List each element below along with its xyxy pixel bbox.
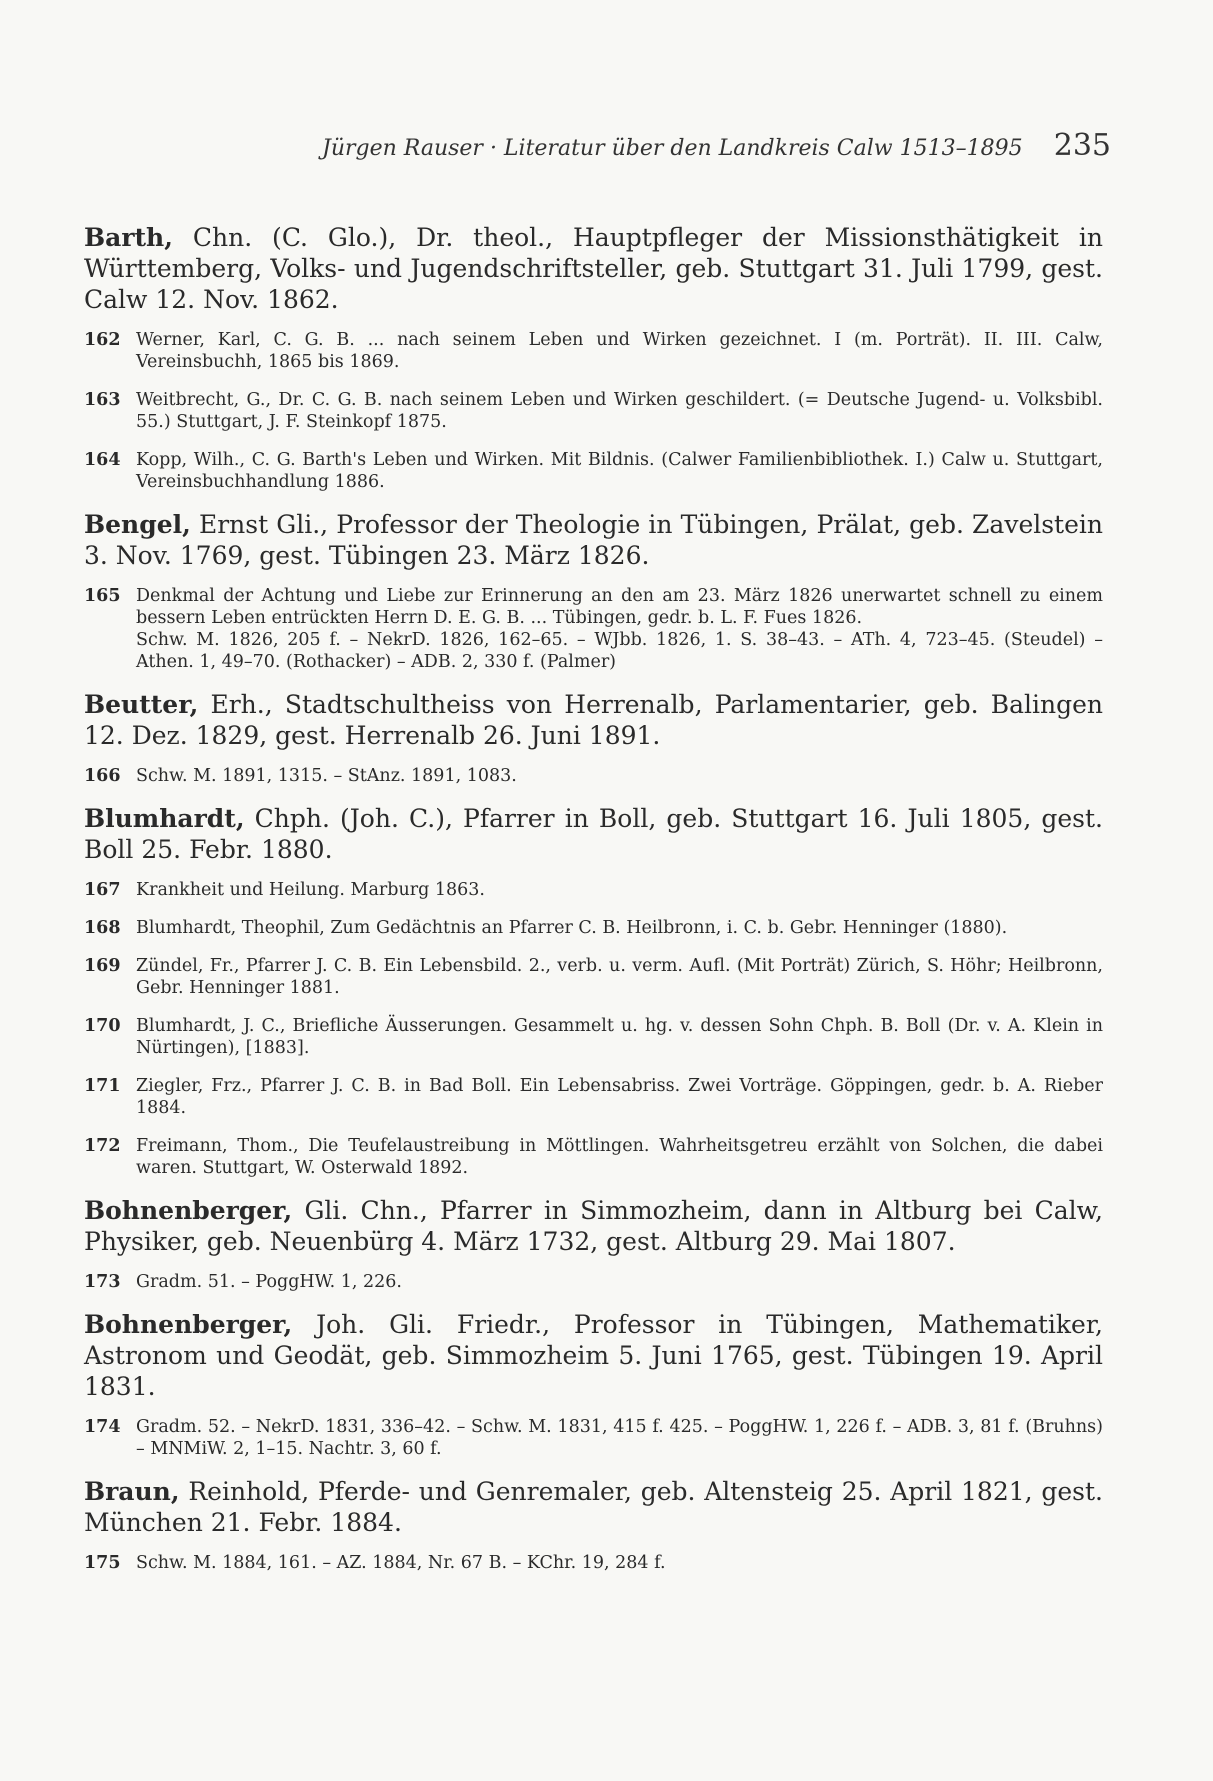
person-heading [84,689,1103,751]
bibliography-entry [84,879,1103,901]
entry-number: 172 [84,1136,121,1156]
bibliography-entry [84,765,1103,787]
person-name: Braun, [84,1477,180,1506]
entry-number: 164 [84,450,121,470]
entry-number: 166 [84,766,121,786]
entry-number: 174 [84,1417,121,1437]
person-section [84,509,1103,673]
bibliography-entry [84,389,1103,433]
person-description: Gli. Chn., Pfarrer in Simmozheim, dann in Altburg bei Calw, Physiker, geb. Neuenbürg 4. März 1732, gest. Altburg 29. Mai 1807. [84,1196,1103,1256]
person-heading [84,1309,1103,1402]
bibliography-entry [84,917,1103,939]
person-section [84,222,1103,493]
running-header [322,128,1111,163]
bibliography-entry [84,1416,1103,1460]
entry-text [136,879,1103,901]
bibliography-entry [84,449,1103,493]
entry-text [136,765,1103,787]
person-heading [84,509,1103,571]
person-section [84,803,1103,1179]
entry-number: 163 [84,390,121,410]
entry-number: 162 [84,330,121,350]
entry-text [136,1075,1103,1119]
entry-text [136,917,1103,939]
entry-number: 168 [84,918,121,938]
person-description: Chph. (Joh. C.), Pfarrer in Boll, geb. Stuttgart 16. Juli 1805, gest. Boll 25. Febr. 1880. [84,804,1103,864]
entry-line: Denkmal der Achtung und Liebe zur Erinnerung an den am 23. März 1826 unerwartet schnell zu einem bessern Leben entrückten Herrn D. E. G. B. ... Tübingen, gedr. b. L. F. Fues 1826. [136,586,1103,628]
bibliography-entry [84,1552,1103,1574]
person-description: Reinhold, Pferde- und Genremaler, geb. Altensteig 25. April 1821, gest. München 21. Febr. 1884. [84,1477,1103,1537]
entry-line: Ziegler, Frz., Pfarrer J. C. B. in Bad Boll. Ein Lebensabriss. Zwei Vorträge. Göppingen, gedr. b. A. Rieber 1884. [136,1076,1103,1118]
entry-line: Gradm. 51. – PoggHW. 1, 226. [136,1272,402,1292]
bibliography-entry [84,1075,1103,1119]
entry-line: Kopp, Wilh., C. G. Barth's Leben und Wirken. Mit Bildnis. (Calwer Familienbibliothek. I.) Calw u. Stuttgart, Vereinsbuchhandlung 1886. [136,450,1103,492]
entry-line: Freimann, Thom., Die Teufelaustreibung in Möttlingen. Wahrheitsgetreu erzählt von Solchen, die dabei waren. Stuttgart, W. Osterwald 1892. [136,1136,1103,1178]
person-section [84,689,1103,787]
bibliography-entry [84,1271,1103,1293]
entry-text [136,1135,1103,1179]
person-name: Bohnenberger, [84,1310,293,1339]
entry-number: 165 [84,586,121,606]
person-description: Ernst Gli., Professor der Theologie in Tübingen, Prälat, geb. Zavelstein 3. Nov. 1769, gest. Tübingen 23. März 1826. [84,510,1103,570]
running-title: Jürgen Rauser · Literatur über den Landkreis Calw 1513–1895 [322,136,1023,161]
entry-line: Blumhardt, J. C., Briefliche Äusserungen. Gesammelt u. hg. v. dessen Sohn Chph. B. Boll (Dr. v. A. Klein in Nürtingen), [1883]. [136,1016,1103,1058]
entry-number: 169 [84,956,121,976]
entry-line: Schw. M. 1884, 161. – AZ. 1884, Nr. 67 B. – KChr. 19, 284 f. [136,1553,666,1573]
entry-text [136,329,1103,373]
bibliography-entry [84,329,1103,373]
bibliography-entry [84,955,1103,999]
entry-line: Gradm. 52. – NekrD. 1831, 336–42. – Schw. M. 1831, 415 f. 425. – PoggHW. 1, 226 f. – ADB. 3, 81 f. (Bruhns) – MNMiW. 2, 1–15. Nachtr. 3, 60 f. [136,1417,1103,1459]
entry-line: Blumhardt, Theophil, Zum Gedächtnis an Pfarrer C. B. Heilbronn, i. C. b. Gebr. Henninger (1880). [136,918,1008,938]
entry-number: 170 [84,1016,121,1036]
entry-text [136,1271,1103,1293]
entry-line: Schw. M. 1891, 1315. – StAnz. 1891, 1083. [136,766,517,786]
person-description: Erh., Stadtschultheiss von Herrenalb, Parlamentarier, geb. Balingen 12. Dez. 1829, gest. Herrenalb 26. Juni 1891. [84,690,1103,750]
bibliography-body [84,222,1103,1590]
entry-line: Zündel, Fr., Pfarrer J. C. B. Ein Lebensbild. 2., verb. u. verm. Aufl. (Mit Porträt) Zürich, S. Höhr; Heilbronn, Gebr. Henninger 1881. [136,956,1103,998]
person-heading [84,803,1103,865]
person-description: Chn. (C. Glo.), Dr. theol., Hauptpfleger der Missionsthätigkeit in Württemberg, Volks- und Jugendschriftsteller, geb. Stuttgart 31. Juli 1799, gest. Calw 12. Nov. 1862. [84,223,1103,314]
entry-line: Krankheit und Heilung. Marburg 1863. [136,880,485,900]
person-heading [84,222,1103,315]
person-name: Barth, [84,223,173,252]
bibliography-entry [84,1135,1103,1179]
entry-text [136,1015,1103,1059]
person-section [84,1476,1103,1574]
entry-number: 173 [84,1272,121,1292]
entry-text [136,389,1103,433]
entry-line: Weitbrecht, G., Dr. C. G. B. nach seinem Leben und Wirken geschildert. (= Deutsche Jugend- u. Volksbibl. 55.) Stuttgart, J. F. Steinkopf 1875. [136,390,1103,432]
entry-text [136,585,1103,673]
person-section [84,1309,1103,1460]
entry-line: Schw. M. 1826, 205 f. – NekrD. 1826, 162–65. – WJbb. 1826, 1. S. 38–43. – ATh. 4, 723–45. (Steudel) – Athen. 1, 49–70. (Rothacker) – ADB. 2, 330 f. (Palmer) [136,630,1103,672]
entry-line: Werner, Karl, C. G. B. ... nach seinem Leben und Wirken gezeichnet. I (m. Porträt). II. III. Calw, Vereinsbuchh, 1865 bis 1869. [136,330,1103,372]
person-name: Bengel, [84,510,191,539]
person-name: Blumhardt, [84,804,245,833]
page-number: 235 [1053,128,1111,163]
person-section [84,1195,1103,1293]
entry-text [136,1416,1103,1460]
entry-text [136,449,1103,493]
entry-text [136,1552,1103,1574]
entry-number: 167 [84,880,121,900]
entry-text [136,955,1103,999]
bibliography-entry [84,1015,1103,1059]
entry-number: 171 [84,1076,121,1096]
person-name: Bohnenberger, [84,1196,293,1225]
person-heading [84,1195,1103,1257]
person-name: Beutter, [84,690,199,719]
bibliography-entry [84,585,1103,673]
person-description: Joh. Gli. Friedr., Professor in Tübingen, Mathematiker, Astronom und Geodät, geb. Simmozheim 5. Juni 1765, gest. Tübingen 19. April 1831. [84,1310,1103,1401]
entry-number: 175 [84,1553,121,1573]
person-heading [84,1476,1103,1538]
